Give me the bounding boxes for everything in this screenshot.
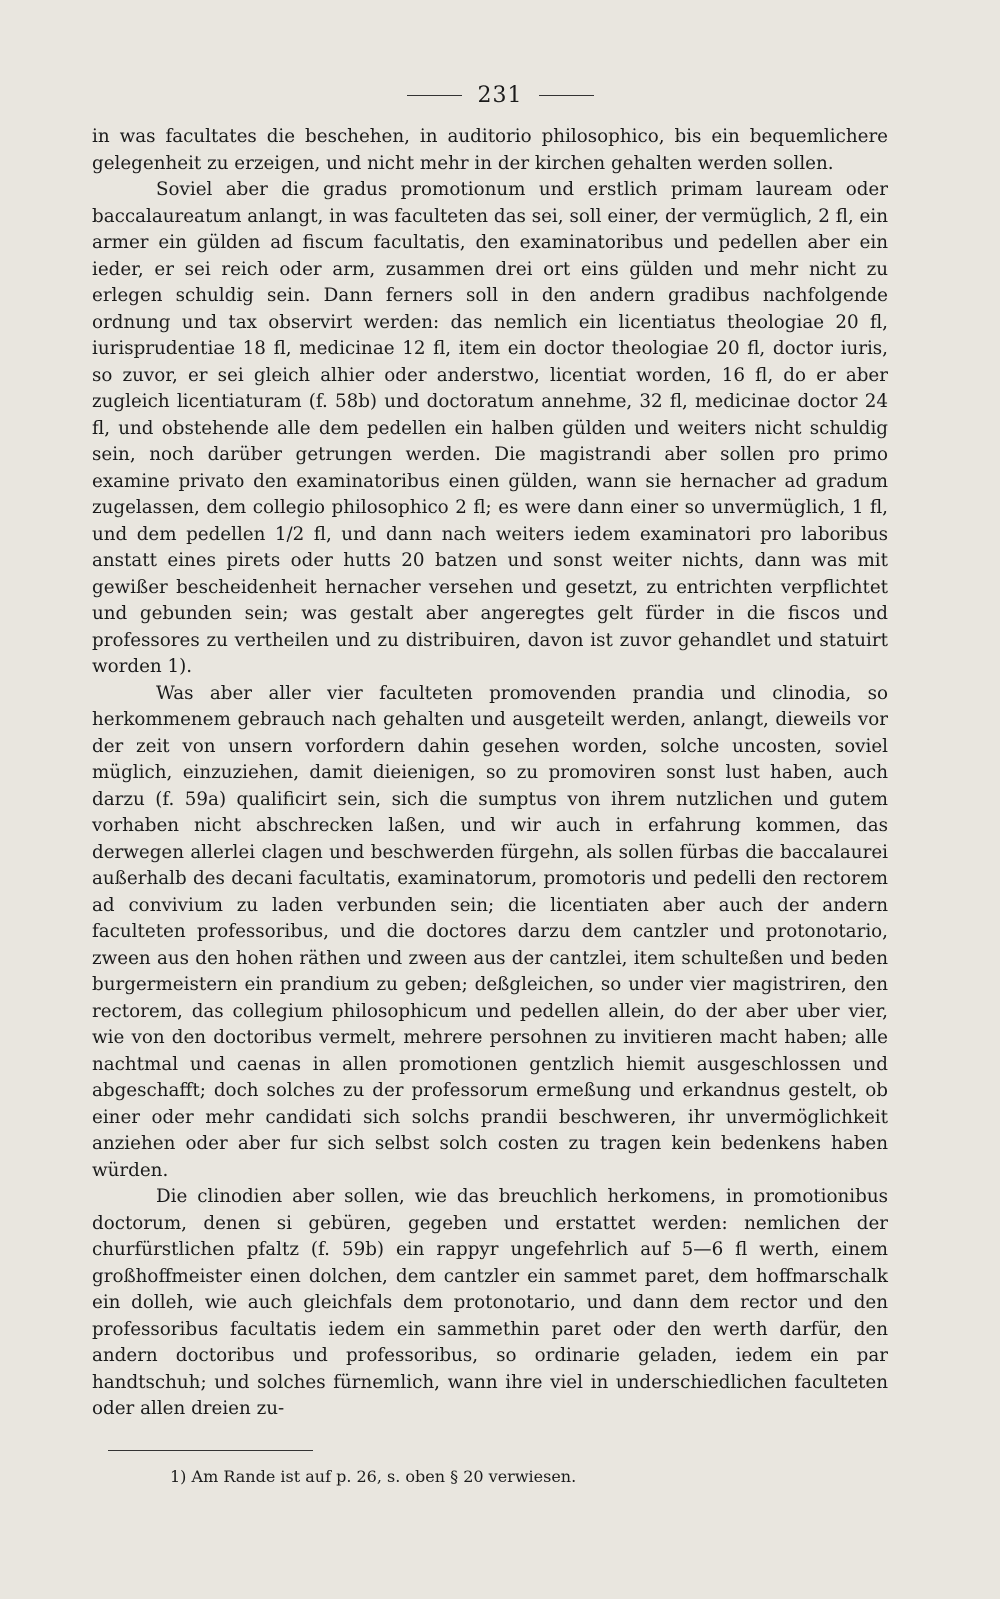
footnote: 1) Am Rande ist auf p. 26, s. oben § 20 verwiesen. [170, 1467, 577, 1486]
footnote-rule [108, 1450, 313, 1451]
paragraph-2: Soviel aber die gradus promotionum und erstlich primam lauream oder baccalaureatum anlangt, in was faculteten das sei, soll einer, der vermüglich, 2 fl, ein armer ein gülden ad fiscum facultatis, den examinatoribus und pedellen aber ein ieder, er sei reich oder arm, zusammen drei ort eins gülden und mehr nicht zu erlegen schuldig sein. Dann ferners soll in den andern gradibus nachfolgende ordnung und tax observirt werden: das nemlich ein licentiatus theologiae 20 fl, iurisprudentiae 18 fl, medicinae 12 fl, item ein doctor theologiae 20 fl, doctor iuris, so zuvor, er sei gleich alhier oder anderstwo, licentiat worden, 16 fl, do er aber zugleich licentiaturam (f. 58b) und doctoratum annehme, 32 fl, medicinae doctor 24 fl, und obstehende alle dem pedellen ein halben gülden und weiters nicht schuldig sein, noch darüber getrungen werden. Die magistrandi aber sollen pro primo examine privato den examinatoribus einen gülden, wann sie hernacher ad gradum zugelassen, dem collegio philosophico 2 fl; es were dann einer so unvermüglich, 1 fl, und dem pedellen 1/2 fl, und dann nach weiters iedem examinatori pro laboribus anstatt eines pirets oder hutts 20 batzen und sonst weiter nichts, dann was mit gewißer bescheidenheit hernacher versehen und gesetzt, zu entrichten verpflichtet und gebunden sein; was gestalt aber angeregtes gelt fürder in die fiscos und professores zu vertheilen und zu distribuiren, davon ist zuvor gehandlet und statuirt worden 1). [92, 179, 888, 677]
body-text [92, 124, 888, 1423]
page-header [0, 80, 1000, 110]
header-rule-right [539, 95, 594, 96]
paragraph-1: in was facultates die beschehen, in auditorio philosophico, bis ein bequemlichere gelegenheit zu erzeigen, und nicht mehr in der kirchen gehalten werden sollen. [92, 126, 888, 174]
header-rule-left [407, 95, 462, 96]
paragraph-4: Die clinodien aber sollen, wie das breuchlich herkomens, in promotionibus doctorum, denen si gebüren, gegeben und erstattet werden: nemlichen der churfürstlichen pfaltz (f. 59b) ein rappyr ungefehrlich auf 5—6 fl werth, einem großhoffmeister einen dolchen, dem cantzler ein sammet paret, dem hoffmarschalk ein dolleh, wie auch gleichfals dem protonotario, und dann dem rector und den professoribus facultatis iedem ein sammethin paret oder den werth darfür, den andern doctoribus und professoribus, so ordinarie geladen, iedem ein par handtschuh; und solches fürnemlich, wann ihre viel in underschiedlichen faculteten oder allen dreien zu- [92, 1186, 888, 1419]
page-number: 231 [477, 82, 523, 108]
paragraph-3: Was aber aller vier faculteten promovenden prandia und clinodia, so herkommenem gebrauch nach gehalten und ausgeteilt werden, anlangt, dieweils vor der zeit von unsern vorfordern dahin gesehen worden, solche uncosten, soviel müglich, einzuziehen, damit dieienigen, so zu promoviren sonst lust haben, auch darzu (f. 59a) qualificirt sein, sich die sumptus von ihrem nutzlichen und gutem vorhaben nicht abschrecken laßen, und wir auch in erfahrung kommen, das derwegen allerlei clagen und beschwerden fürgehn, als sollen fürbas die baccalaurei außerhalb des decani facultatis, examinatorum, promotoris und pedelli den rectorem ad convivium zu laden verbunden sein; die licentiaten aber auch der andern faculteten professoribus, und die doctores darzu dem cantzler und protonotario, zween aus den hohen räthen und zween aus der cantzlei, item schulteßen und beden burgermeistern ein prandium zu geben; deßgleichen, so under vier magistriren, den rectorem, das collegium philosophicum und pedellen allein, do der aber uber vier, wie von den doctoribus vermelt, mehrere persohnen zu invitieren macht haben; alle nachtmal und caenas in allen promotionen gentzlich hiemit ausgeschlossen und abgeschafft; doch solches zu der professorum ermeßung und erkandnus gestelt, ob einer oder mehr candidati sich solchs prandii beschweren, ihr unvermöglichkeit anziehen oder aber fur sich selbst solch costen zu tragen kein bedenkens haben würden. [92, 682, 888, 1181]
